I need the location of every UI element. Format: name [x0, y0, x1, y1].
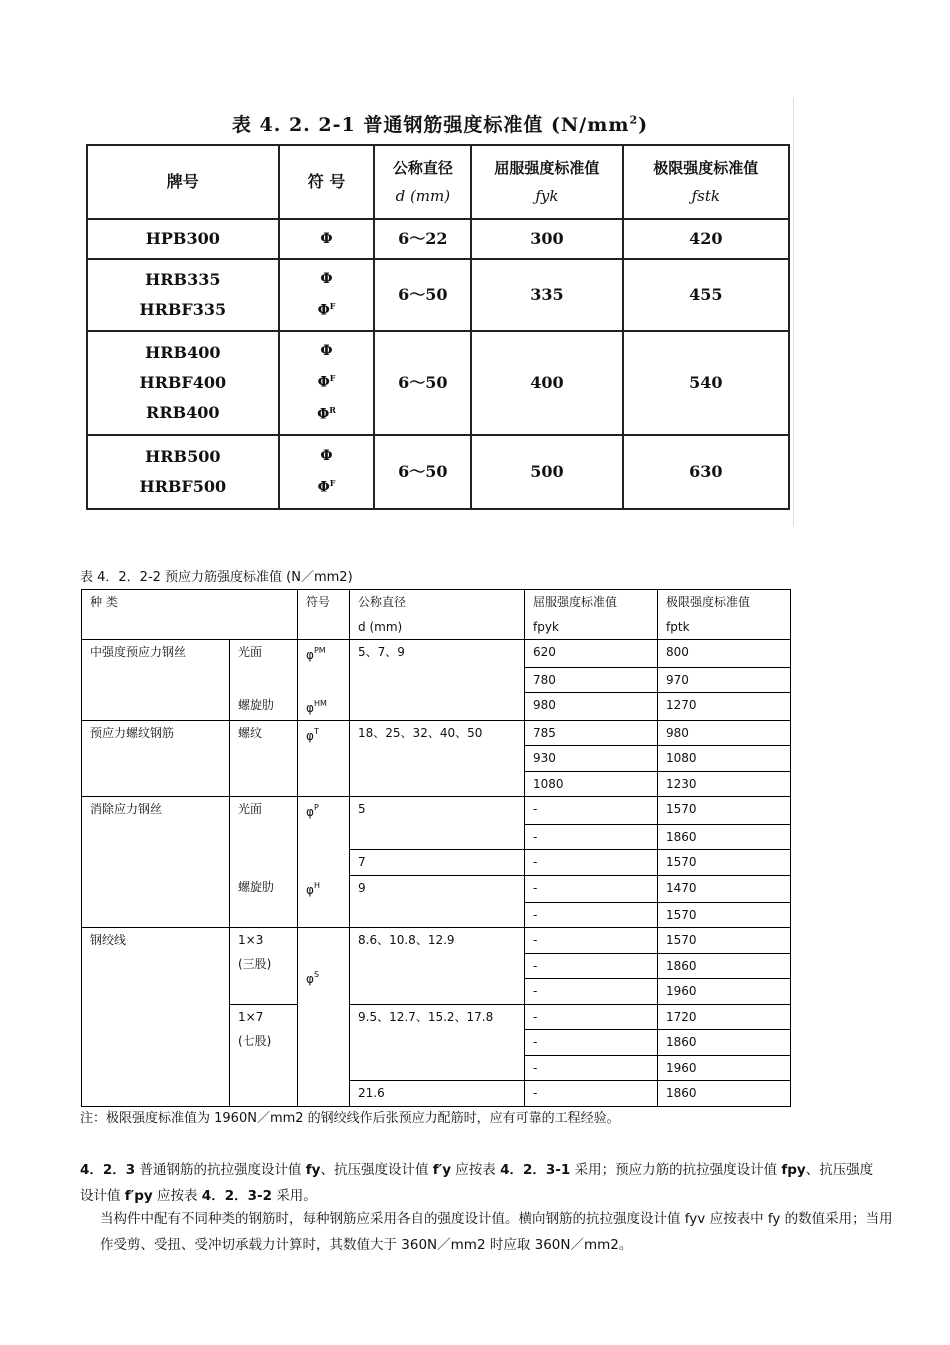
ultimate-cell: 1960 [658, 1055, 791, 1081]
ultimate-cell: 1080 [658, 746, 791, 772]
yield-cell: - [525, 1030, 658, 1056]
diameter-cell: 5 [350, 797, 525, 850]
ultimate-cell: 455 [623, 259, 789, 331]
yield-cell: 300 [471, 219, 622, 259]
ultimate-cell: 1860 [658, 953, 791, 979]
ultimate-cell: 1570 [658, 850, 791, 876]
diameter-cell: 18、25、32、40、50 [350, 720, 525, 797]
ultimate-cell: 1570 [658, 902, 791, 928]
symbol-cell: $\varphi^P$ [298, 797, 350, 825]
yield-cell: - [525, 1055, 658, 1081]
table2-caption: 表 4．2．2-2 预应力筋强度标准值 (N／mm2) [80, 570, 353, 585]
yield-cell: 1080 [525, 771, 658, 797]
yield-cell: - [525, 875, 658, 902]
diameter-cell: 5、7、9 [350, 640, 525, 721]
ultimate-cell: 1720 [658, 1004, 791, 1030]
header-ultimate: 极限强度标准值 ƒstk [623, 145, 789, 219]
ultimate-cell: 540 [623, 331, 789, 435]
yield-cell: 980 [525, 693, 658, 721]
symbol-cell: Φ $\Phi^F$ [279, 435, 375, 509]
ultimate-cell: 980 [658, 720, 791, 746]
type-cell: 预应力螺纹钢筋 [82, 720, 230, 797]
yield-cell: - [525, 979, 658, 1005]
ultimate-cell: 1860 [658, 1081, 791, 1107]
table1-title: 表 4. 2. 2-1 普通钢筋强度标准值 $(N/mm^2)$ [231, 113, 649, 136]
type-cell: 钢绞线 [82, 928, 230, 1107]
yield-cell: 930 [525, 746, 658, 772]
yield-cell: 785 [525, 720, 658, 746]
header-symbol: 符 号 [279, 145, 375, 219]
yield-cell: - [525, 850, 658, 876]
table2-note: 注：极限强度标准值为 1960N／mm2 的钢绞线作后张预应力配筋时，应有可靠的工程经验。 [80, 1111, 620, 1126]
subtype-cell: 1×3 (三股) [230, 928, 298, 1005]
yield-cell: - [525, 902, 658, 928]
diameter-cell: 6～50 [374, 331, 471, 435]
type-cell: 中强度预应力钢丝 [82, 640, 230, 721]
yield-cell: - [525, 824, 658, 850]
symbol-cell: $\varphi^S$ [298, 928, 350, 1107]
symbol-cell: $\varphi^H$ [298, 875, 350, 902]
ultimate-cell: 420 [623, 219, 789, 259]
yield-cell: 335 [471, 259, 622, 331]
diameter-cell: 21.6 [350, 1081, 525, 1107]
header-diameter: 公称直径 d (mm) [374, 145, 471, 219]
ultimate-cell: 1470 [658, 875, 791, 902]
subtype-cell: 1×7 (七股) [230, 1004, 298, 1106]
ultimate-cell: 1570 [658, 928, 791, 954]
yield-cell: 620 [525, 640, 658, 668]
diameter-cell: 6～50 [374, 435, 471, 509]
yield-cell: - [525, 928, 658, 954]
table1-grid [86, 144, 790, 510]
yield-cell: - [525, 797, 658, 825]
symbol-cell: Φ $\Phi^F$ [279, 259, 375, 331]
subtype-cell: 螺旋肋 [230, 693, 298, 721]
header-grade: 牌号 [87, 145, 279, 219]
clause-paragraph: 当构件中配有不同种类的钢筋时，每种钢筋应采用各自的强度设计值。横向钢筋的抗拉强度设计值 fyv 应按表中 fy 的数值采用；当用作受剪、受扭、受冲切承载力计算时，其数值大于 360N／mm2 时应取 360N／mm2。 [100, 1211, 893, 1253]
diameter-cell: 9.5、12.7、15.2、17.8 [350, 1004, 525, 1081]
header-ultimate: 极限强度标准值 [658, 590, 791, 615]
ultimate-cell: 1860 [658, 1030, 791, 1056]
ultimate-cell: 800 [658, 640, 791, 668]
diameter-cell: 8.6、10.8、12.9 [350, 928, 525, 1005]
ultimate-cell: 970 [658, 667, 791, 693]
ultimate-cell: 1960 [658, 979, 791, 1005]
table-4-2-2-2 [81, 589, 791, 1107]
ultimate-cell: 1230 [658, 771, 791, 797]
header-diameter-unit: d (mm) [350, 615, 525, 640]
subtype-cell: 光面 [230, 640, 298, 668]
symbol-cell: $\varphi^{HM}$ [298, 693, 350, 721]
clause-4-2-3: 4．2．3 普通钢筋的抗拉强度设计值 fy、抗压强度设计值 f′y 应按表 4．2．3-1 采用；预应力筋的抗拉强度设计值 fpy、抗压强度设计值 f′py 应按表 4．2．3-2 采用。 [80, 1162, 874, 1204]
diameter-cell: 6～50 [374, 259, 471, 331]
diameter-cell: 6～22 [374, 219, 471, 259]
yield-cell: 400 [471, 331, 622, 435]
subtype-cell: 光面 [230, 797, 298, 825]
symbol-cell: $\varphi^T$ [298, 720, 350, 797]
grade-cell: HRB335 HRBF335 [87, 259, 279, 331]
yield-cell: - [525, 1004, 658, 1030]
table-4-2-2-1 [82, 98, 798, 526]
yield-cell: - [525, 1081, 658, 1107]
grade-cell: HRB500 HRBF500 [87, 435, 279, 509]
symbol-cell: $\varphi^{PM}$ [298, 640, 350, 668]
yield-cell: 500 [471, 435, 622, 509]
header-yield-symbol: fpyk [525, 615, 658, 640]
symbol-cell: Φ $\Phi^F$ $\Phi^R$ [279, 331, 375, 435]
yield-cell: - [525, 953, 658, 979]
header-yield: 屈服强度标准值 [525, 590, 658, 615]
ultimate-cell: 1570 [658, 797, 791, 825]
header-yield: 屈服强度标准值 ƒyk [471, 145, 622, 219]
scan-edge [793, 98, 794, 526]
header-ultimate-symbol: fptk [658, 615, 791, 640]
symbol-cell: Φ [279, 219, 375, 259]
subtype-cell: 螺旋肋 [230, 875, 298, 902]
grade-cell: HPB300 [87, 219, 279, 259]
grade-cell: HRB400 HRBF400 RRB400 [87, 331, 279, 435]
ultimate-cell: 1860 [658, 824, 791, 850]
diameter-cell: 9 [350, 875, 525, 928]
header-diameter: 公称直径 [350, 590, 525, 615]
ultimate-cell: 1270 [658, 693, 791, 721]
type-cell: 消除应力钢丝 [82, 797, 230, 928]
subtype-cell: 螺纹 [230, 720, 298, 797]
yield-cell: 780 [525, 667, 658, 693]
header-type: 种 类 [82, 590, 298, 640]
ultimate-cell: 630 [623, 435, 789, 509]
diameter-cell: 7 [350, 850, 525, 876]
header-symbol: 符号 [298, 590, 350, 640]
